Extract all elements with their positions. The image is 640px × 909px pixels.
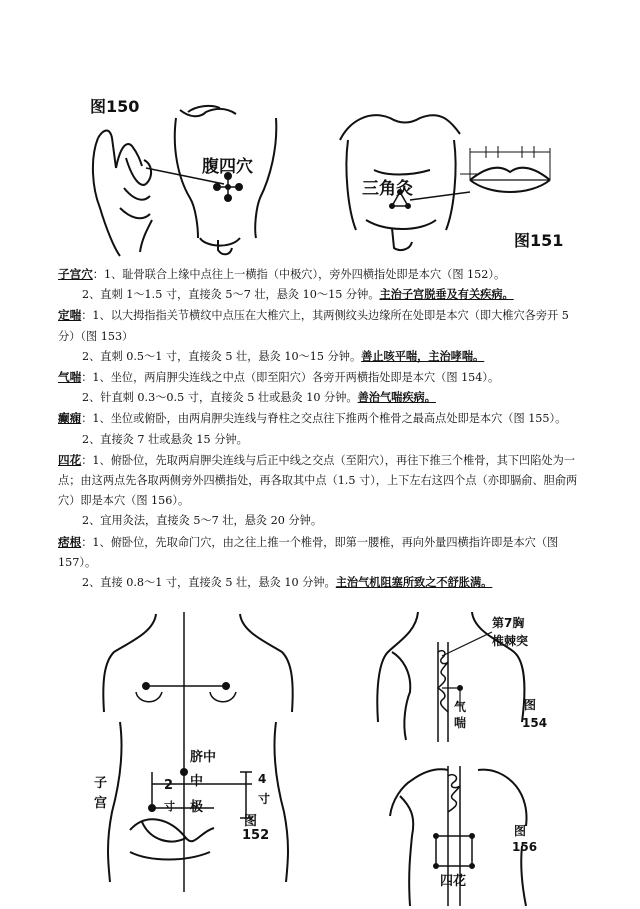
pigen-title: 痞根	[58, 534, 82, 549]
dianxian-p1	[58, 408, 578, 429]
figure-151-caption: 图151	[514, 231, 564, 250]
figure-152	[90, 612, 310, 902]
pigen-p1	[58, 532, 578, 573]
acupoint-text	[58, 264, 578, 593]
dingchuan-title: 定喘	[58, 308, 82, 323]
dianxian-p2	[58, 430, 578, 450]
fig156-sihua: 四花	[440, 874, 467, 889]
pigen-p2	[58, 573, 578, 593]
sihua-title: 四花	[58, 452, 82, 467]
qichuan-p1	[58, 367, 578, 388]
fig154-caption-num: 154	[522, 716, 548, 730]
fig152-zi: 子	[94, 776, 108, 791]
fig156-caption-fig: 图	[514, 824, 527, 838]
zigong-emphasis: 主治子宫脱垂及有关疾病。	[379, 288, 514, 302]
dingchuan-emphasis: 善止咳平喘，主治哮喘。	[361, 349, 485, 363]
dingchuan-p1-text: ：1、以大拇指指关节横纹中点压在大椎穴上，其两侧纹头边缘所在处即是本穴（即大椎穴各旁开 5 分）（图 153）	[58, 309, 569, 343]
figure-151	[330, 100, 580, 260]
qichuan-p2-text: 2、针直刺 0.3～0.5 寸，直接灸 5 壮或悬灸 10 分钟。	[82, 391, 358, 405]
zigong-p2-text: 2、直刺 1～1.5 寸，直接灸 5～7 壮，悬灸 10～15 分钟。	[82, 288, 380, 302]
sihua-p1	[58, 450, 578, 512]
fig152-caption-fig: 图	[244, 814, 258, 829]
mid-back-illustration	[382, 756, 562, 906]
fig152-caption-num: 152	[242, 828, 270, 843]
dianxian-p1-text: ：1、坐位或俯卧，由两肩胛尖连线与脊柱之交点往下推两个椎骨之最高点处即是本穴（图 155）。	[81, 412, 567, 426]
fig151-point-label: 三角灸	[362, 179, 413, 199]
figure-156	[382, 756, 562, 906]
fig154-t7-line2: 椎棘突	[492, 634, 529, 648]
fig152-four: 4	[258, 772, 267, 786]
fig154-qi: 气	[454, 700, 467, 714]
sihua-p2	[58, 511, 578, 531]
fig156-caption-num: 156	[512, 840, 538, 854]
fig152-zhong: 中	[190, 774, 204, 789]
zigong-title: 子宫穴	[58, 267, 93, 281]
pigen-emphasis: 主治气机阻塞所致之不舒胀满。	[335, 576, 493, 590]
qichuan-emphasis: 善治气喘疾病。	[357, 391, 436, 405]
fig154-caption-fig: 图	[524, 698, 537, 712]
sihua-p1-text: ：1、俯卧位，先取两肩胛尖连线与后正中线之交点（至阳穴），再往下推三个椎骨，其下凹陷处为一点；由这两点先各取两侧旁外四横指处，再各取其中点（1.5 寸），上下左右这四个点（亦即膈俞、胆俞两穴）即是本穴（图 156）。	[58, 453, 578, 508]
qichuan-p2	[58, 388, 578, 408]
sihua-p2-text: 2、宜用灸法，直接灸 5～7 壮，悬灸 20 分钟。	[82, 514, 323, 528]
fig152-four-cun: 寸	[258, 792, 271, 806]
fig152-cun: 寸	[164, 800, 175, 813]
fig152-qizhong: 脐中	[190, 750, 217, 765]
figure-150	[80, 88, 280, 258]
qichuan-title: 气喘	[58, 370, 82, 385]
qichuan-p1-text: ：1、坐位，两肩胛尖连线之中点（即至阳穴）各旁开两横指处即是本穴（图 154）。	[81, 371, 500, 385]
zigong-p1-text: ：1、耻骨联合上缘中点往上一横指（中极穴），旁外四横指处即是本穴（图 152）。	[92, 268, 506, 281]
fig152-gong: 宫	[94, 796, 108, 811]
fig154-t7-line1: 第7胸	[492, 616, 525, 630]
dingchuan-p1	[58, 305, 578, 346]
zigong-p1	[58, 264, 578, 285]
zigong-p2	[58, 285, 578, 305]
figure-154	[372, 612, 562, 742]
figure-150-caption: 图150	[90, 97, 140, 116]
dianxian-p2-text: 2、直接灸 7 壮或悬灸 15 分钟。	[82, 432, 248, 446]
fig152-two: 2	[164, 778, 174, 793]
dianxian-title: 癫痫	[58, 411, 82, 426]
dingchuan-p2-text: 2、直刺 0.5～1 寸，直接灸 5 壮，悬灸 10～15 分钟。	[82, 349, 362, 363]
fig154-chuan: 喘	[454, 716, 467, 730]
dingchuan-p2	[58, 347, 578, 367]
pigen-p1-text: ：1、俯卧位，先取命门穴，由之往上推一个椎骨，即第一腰椎，再向外量四横指许即是本穴（图 157）。	[58, 535, 559, 569]
pigen-p2-text: 2、直接 0.8～1 寸，直接灸 5 壮，悬灸 10 分钟。	[82, 576, 336, 590]
fig150-point-label: 腹四穴	[202, 157, 253, 177]
fig152-ji: 极	[190, 800, 204, 815]
